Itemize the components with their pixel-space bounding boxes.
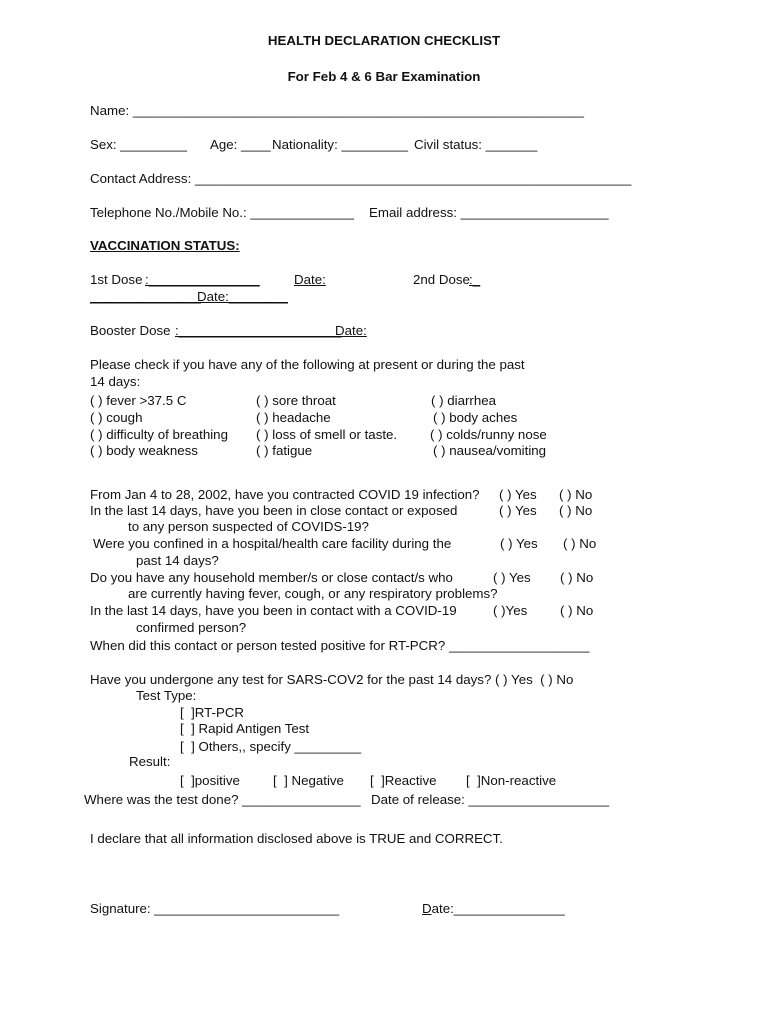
date-label-rest: ate:_______________	[431, 901, 565, 916]
email-field[interactable]: Email address: ____________________	[369, 205, 609, 220]
symptom-checkbox[interactable]: ( ) body aches	[433, 410, 518, 425]
first-dose-date-field[interactable]: Date:	[294, 272, 326, 287]
q1-no-option[interactable]: ( ) No	[559, 487, 593, 502]
symptoms-intro: Please check if you have any of the following at present or during the past	[90, 357, 525, 372]
first-dose-label: 1st Dose	[90, 272, 143, 287]
sex-field[interactable]: Sex: _________	[90, 137, 187, 152]
question-household-member: Do you have any household member/s or close contact/s who	[90, 570, 453, 585]
symptom-checkbox[interactable]: ( ) cough	[90, 410, 143, 425]
test-location-field[interactable]: Where was the test done? ________________	[84, 792, 361, 807]
second-dose-field-continued[interactable]: _______________	[90, 289, 201, 304]
booster-dose-field[interactable]: :______________________	[175, 323, 342, 338]
q2-yes-option[interactable]: ( ) Yes	[499, 503, 537, 518]
test-type-label: Test Type:	[136, 688, 197, 703]
age-field[interactable]: Age: ____	[210, 137, 271, 152]
test-type-checkbox[interactable]: [ ] Rapid Antigen Test	[180, 721, 310, 736]
signature-date-field[interactable]	[422, 901, 565, 917]
result-checkbox[interactable]: [ ]positive	[180, 773, 240, 788]
symptom-checkbox[interactable]: ( ) nausea/vomiting	[433, 443, 547, 458]
symptom-checkbox[interactable]: ( ) loss of smell or taste.	[256, 427, 398, 442]
symptom-checkbox[interactable]: ( ) sore throat	[256, 393, 336, 408]
symptom-checkbox[interactable]: ( ) body weakness	[90, 443, 198, 458]
symptom-checkbox[interactable]: ( ) fatigue	[256, 443, 313, 458]
result-checkbox[interactable]: [ ] Negative	[273, 773, 344, 788]
question-sars-cov2-test[interactable]: Have you undergone any test for SARS-COV2 for the past 14 days? ( ) Yes ( ) No	[90, 672, 574, 687]
q1-yes-option[interactable]: ( ) Yes	[499, 487, 537, 502]
booster-date-field[interactable]: Date:	[335, 323, 367, 338]
result-checkbox[interactable]: [ ]Reactive	[370, 773, 437, 788]
date-label-initial: D	[422, 901, 432, 916]
question-hospital-confinement: Were you confined in a hospital/health care facility during the	[93, 536, 452, 551]
question-rtpcr-date[interactable]: When did this contact or person tested positive for RT-PCR? ___________________	[90, 638, 590, 653]
civil-status-field[interactable]: Civil status: _______	[414, 137, 538, 152]
booster-dose-label: Booster Dose	[90, 323, 171, 338]
release-date-field[interactable]: Date of release: ___________________	[371, 792, 610, 807]
question-hospital-confinement-continued: past 14 days?	[136, 553, 219, 568]
q4-no-option[interactable]: ( ) No	[560, 570, 594, 585]
telephone-field[interactable]: Telephone No./Mobile No.: ______________	[90, 205, 354, 220]
question-close-contact-continued: to any person suspected of COVIDS-19?	[128, 519, 369, 534]
page-title: HEALTH DECLARATION CHECKLIST	[267, 33, 501, 48]
name-field[interactable]: Name: _____________________________________________________________	[90, 103, 584, 118]
first-dose-field[interactable]: :_______________	[145, 272, 260, 287]
q4-yes-option[interactable]: ( ) Yes	[493, 570, 531, 585]
nationality-field[interactable]: Nationality: _________	[272, 137, 409, 152]
page-subtitle: For Feb 4 & 6 Bar Examination	[287, 69, 481, 84]
question-covid-infection: From Jan 4 to 28, 2002, have you contracted COVID 19 infection?	[90, 487, 480, 502]
contact-address-field[interactable]: Contact Address: ___________________________________________________________	[90, 171, 632, 186]
symptom-checkbox[interactable]: ( ) fever >37.5 C	[90, 393, 187, 408]
question-close-contact: In the last 14 days, have you been in close contact or exposed	[90, 503, 458, 518]
symptom-checkbox[interactable]: ( ) diarrhea	[431, 393, 497, 408]
q3-yes-option[interactable]: ( ) Yes	[500, 536, 538, 551]
question-household-member-continued: are currently having fever, cough, or any respiratory problems?	[128, 586, 498, 601]
q2-no-option[interactable]: ( ) No	[559, 503, 593, 518]
symptom-checkbox[interactable]: ( ) difficulty of breathing	[90, 427, 228, 442]
symptoms-intro-continued: 14 days:	[90, 374, 141, 389]
second-dose-label: 2nd Dose	[413, 272, 470, 287]
second-dose-field[interactable]: :_	[469, 272, 481, 287]
second-dose-date-field[interactable]: Date:________	[197, 289, 288, 304]
question-confirmed-contact-continued: confirmed person?	[136, 620, 247, 635]
declaration-statement: I declare that all information disclosed above is TRUE and CORRECT.	[90, 831, 503, 846]
result-checkbox[interactable]: [ ]Non-reactive	[466, 773, 557, 788]
test-type-checkbox[interactable]: [ ]RT-PCR	[180, 705, 245, 720]
symptom-checkbox[interactable]: ( ) headache	[256, 410, 331, 425]
question-confirmed-contact: In the last 14 days, have you been in contact with a COVID-19	[90, 603, 457, 618]
q5-no-option[interactable]: ( ) No	[560, 603, 594, 618]
test-type-checkbox[interactable]: [ ] Others,, specify _________	[180, 739, 362, 754]
signature-field[interactable]: Signature: _________________________	[90, 901, 340, 916]
vaccination-heading: VACCINATION STATUS:	[90, 238, 240, 253]
result-label: Result:	[129, 754, 171, 769]
q3-no-option[interactable]: ( ) No	[563, 536, 597, 551]
q5-yes-option[interactable]: ( )Yes	[493, 603, 528, 618]
symptom-checkbox[interactable]: ( ) colds/runny nose	[430, 427, 547, 442]
